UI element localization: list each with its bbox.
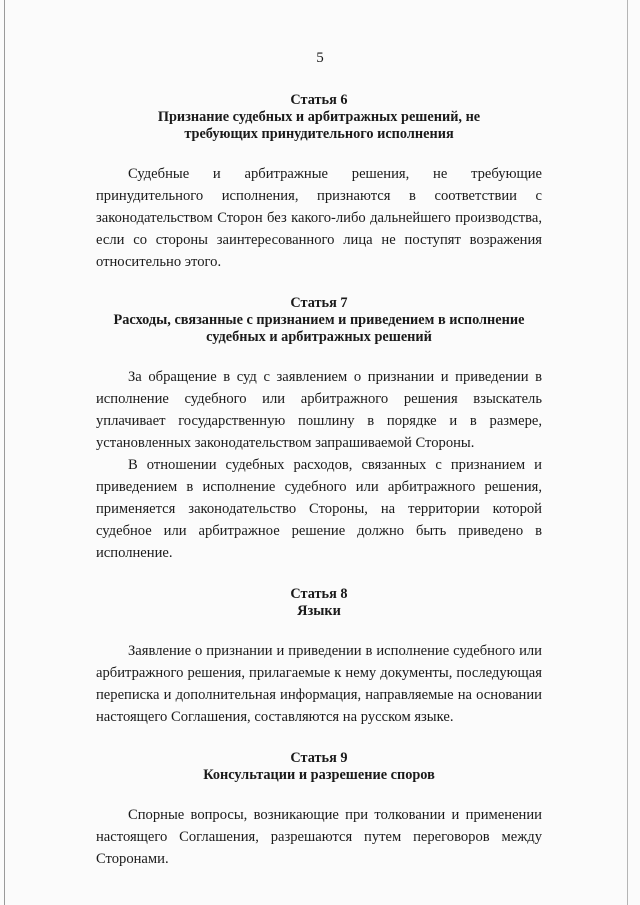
article-paragraph: Заявление о признании и приведении в исполнение судебного или арбитражного решения, прилагаемые к нему документы, последующая переписка и дополнительная информация, направляемые на основании настоящего Соглашения, составляются на русском языке. — [96, 643, 542, 725]
article-heading — [96, 586, 542, 620]
article-number: Статья 8 — [290, 586, 348, 602]
spacer — [96, 143, 542, 163]
article-6 — [96, 92, 542, 273]
article-paragraph: Спорные вопросы, возникающие при толковании и применении настоящего Соглашения, разрешаются путем переговоров между Сторонами. — [96, 807, 542, 867]
article-7 — [96, 295, 542, 564]
article-paragraph: За обращение в суд с заявлением о признании и приведении в исполнение судебного или арбитражного решения взыскатель уплачивает государственную пошлину в порядке и в размере, установленных законодательством запрашиваемой Стороны. — [96, 369, 542, 451]
article-heading — [96, 92, 542, 143]
article-paragraph: Судебные и арбитражные решения, не требующие принудительного исполнения, признаются в соответствии с законодательством Сторон без какого-либо дальнейшего производства, если со стороны заинтересованного лица не поступят возражения относительно этого. — [96, 166, 542, 270]
article-title: Языки — [297, 603, 341, 619]
document-body — [96, 92, 542, 870]
article-number: Статья 6 — [290, 92, 348, 108]
page-number: 5 — [316, 50, 324, 66]
article-heading — [96, 750, 542, 784]
article-number: Статья 9 — [290, 750, 348, 766]
article-number: Статья 7 — [290, 295, 348, 311]
spacer — [96, 346, 542, 366]
article-title: Расходы, связанные с признанием и приведением в исполнение судебных и арбитражных решений — [113, 312, 525, 345]
article-title: Консультации и разрешение споров — [203, 767, 435, 783]
article-paragraph: В отношении судебных расходов, связанных с признанием и приведением в исполнение судебного или арбитражного решения, применяется законодательство Стороны, на территории которой судебное или арбитражное решение должно быть приведено в исполнение. — [96, 457, 542, 561]
article-8 — [96, 586, 542, 728]
article-heading — [96, 295, 542, 346]
article-9 — [96, 750, 542, 870]
spacer — [96, 784, 542, 804]
scan-edge-right — [627, 0, 628, 905]
scan-edge-left — [4, 0, 5, 905]
spacer — [96, 620, 542, 640]
article-title: Признание судебных и арбитражных решений, не требующих принудительного исполнения — [157, 109, 481, 142]
